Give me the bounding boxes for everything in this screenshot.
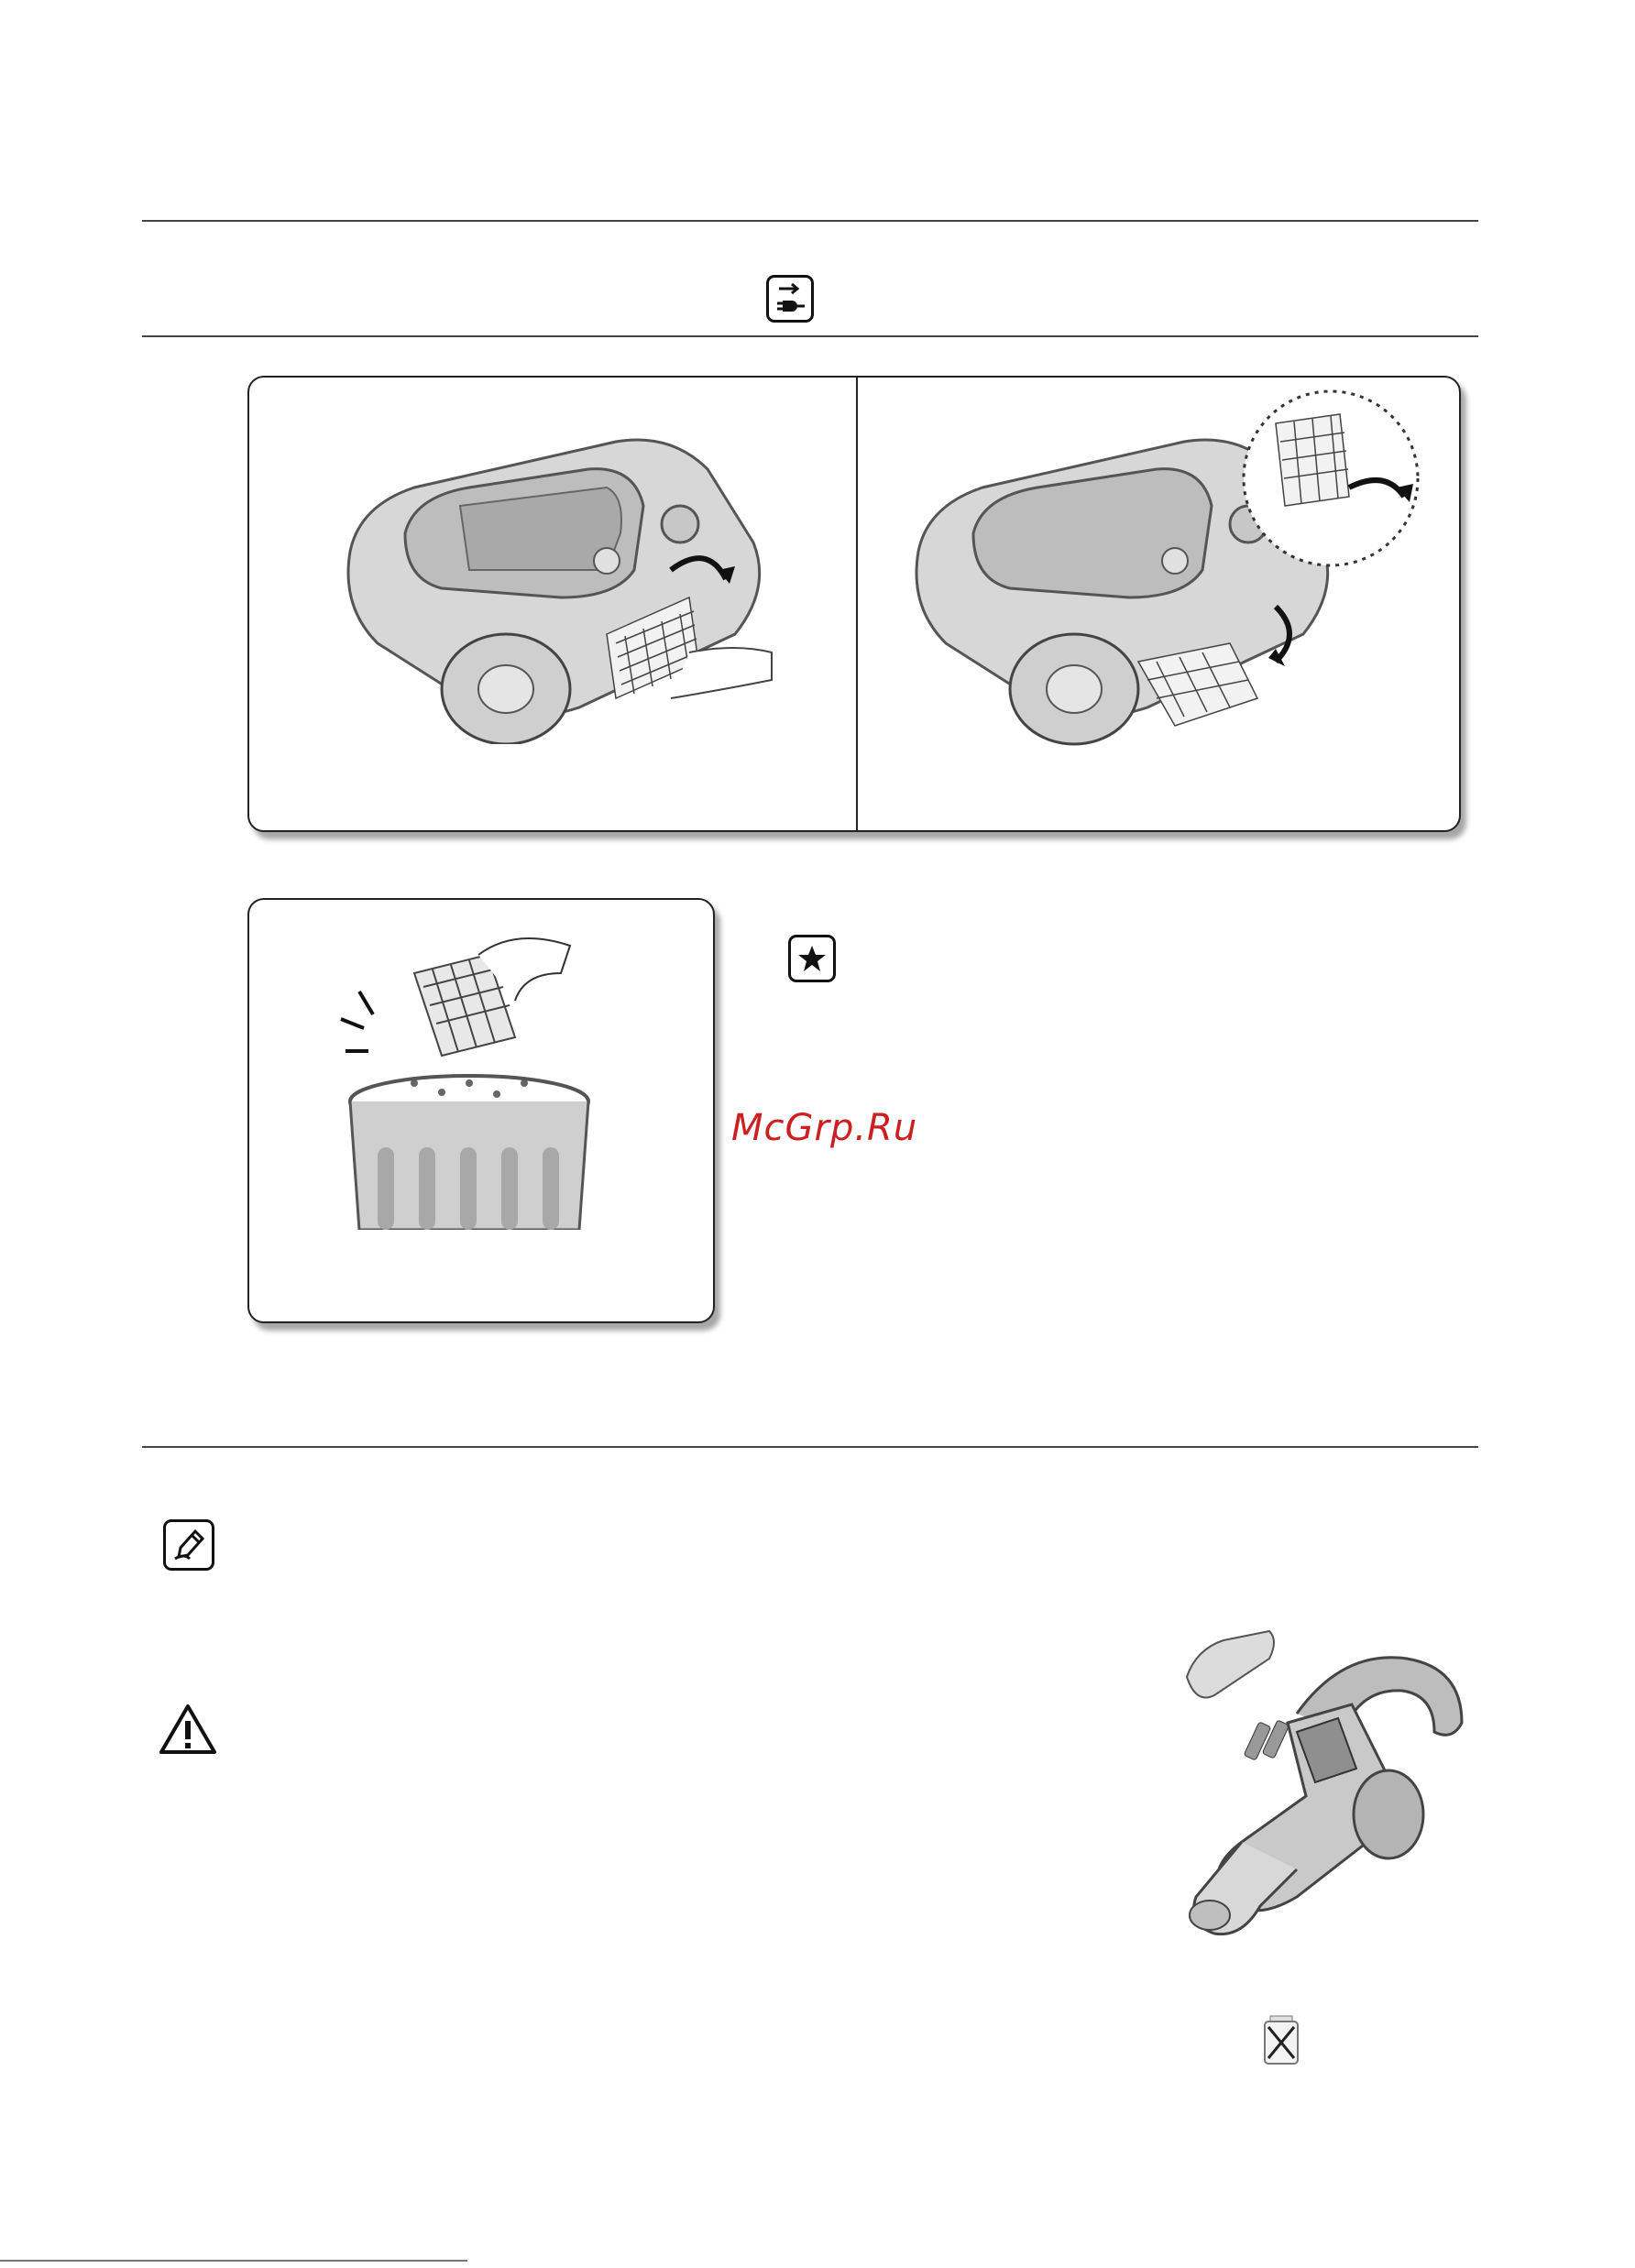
handle-battery-compartment-illustration [1169,1622,1480,1952]
pencil-note-icon [163,1519,214,1571]
footer-rule [0,2260,467,2262]
section-rule [142,1446,1478,1448]
top-rule [142,220,1478,222]
plug-arrow-icon [766,275,814,323]
crossed-battery-icon [1261,2012,1301,2067]
filter-tapping-panel [247,898,715,1323]
panel-divider [856,378,858,830]
warning-triangle-icon [158,1703,218,1756]
vacuum-filter-removal-zoom-illustration [909,387,1441,772]
watermark: McGrp.Ru [731,1107,918,1149]
filter-removal-panel [247,376,1461,832]
header-bottom-rule [142,335,1478,337]
star-icon [788,935,836,982]
filter-dust-tapping-trash-bin-illustration [332,937,634,1230]
vacuum-filter-grill-removal-illustration [341,433,781,744]
